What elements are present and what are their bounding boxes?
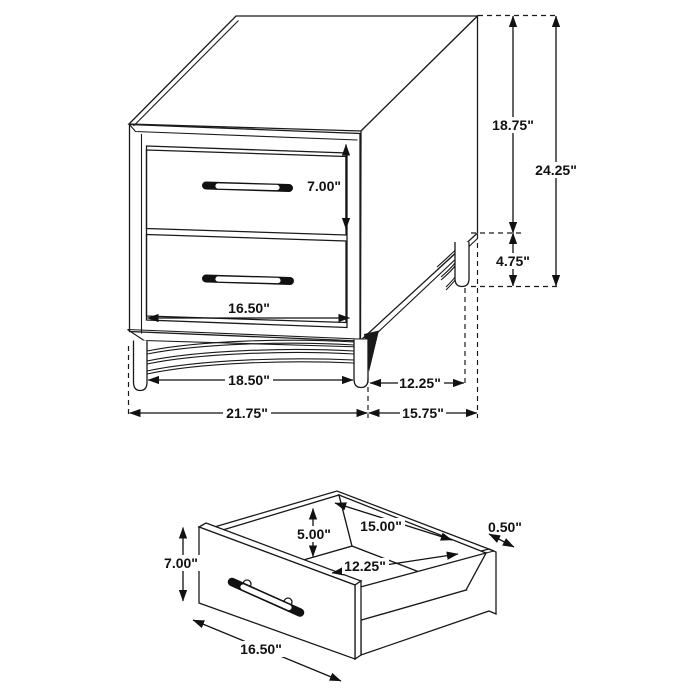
dim-side-leg-spacing bbox=[370, 375, 464, 391]
dim-case-height-label: 18.75" bbox=[492, 117, 534, 133]
dim-overall-height bbox=[532, 16, 580, 286]
dim-drawer-height bbox=[160, 528, 202, 602]
dim-interior-depth-label: 12.25" bbox=[344, 558, 386, 574]
dim-side-thickness bbox=[488, 519, 522, 547]
dim-side-thickness-label: 0.50" bbox=[488, 519, 522, 535]
dim-drawer-front-height-label: 7.00" bbox=[307, 178, 341, 194]
dim-overall-width bbox=[130, 405, 368, 421]
dim-front-leg-spacing bbox=[148, 372, 353, 388]
dim-overall-depth-label: 15.75" bbox=[402, 405, 444, 421]
front-right-leg bbox=[354, 340, 368, 388]
dim-leg-height-label: 4.75" bbox=[496, 253, 530, 269]
dim-drawer-height-label: 7.00" bbox=[164, 555, 198, 571]
nightstand-drawing bbox=[128, 16, 581, 422]
front-leg-rails bbox=[147, 340, 354, 374]
dim-front-leg-spacing-label: 18.50" bbox=[228, 372, 270, 388]
bottom-drawer-handle bbox=[206, 279, 290, 282]
dim-overall-depth bbox=[369, 405, 478, 421]
back-right-leg bbox=[455, 242, 469, 287]
drawer-drawing bbox=[160, 491, 522, 681]
dim-interior-height-label: 5.00" bbox=[297, 526, 331, 542]
dim-overall-width-label: 21.75" bbox=[226, 405, 268, 421]
dim-drawer-front-width-label: 16.50" bbox=[228, 300, 270, 316]
front-left-leg bbox=[134, 341, 148, 391]
drawer-front-end-strip bbox=[355, 581, 361, 659]
dim-side-leg-spacing-label: 12.25" bbox=[399, 375, 441, 391]
dim-case-height bbox=[489, 16, 537, 233]
dim-overall-height-label: 24.25" bbox=[535, 162, 577, 178]
top-drawer-handle bbox=[206, 186, 289, 189]
dim-interior-width-label: 15.00" bbox=[360, 518, 402, 534]
dim-drawer-width-label: 16.50" bbox=[240, 641, 282, 657]
dim-leg-height bbox=[492, 233, 534, 286]
